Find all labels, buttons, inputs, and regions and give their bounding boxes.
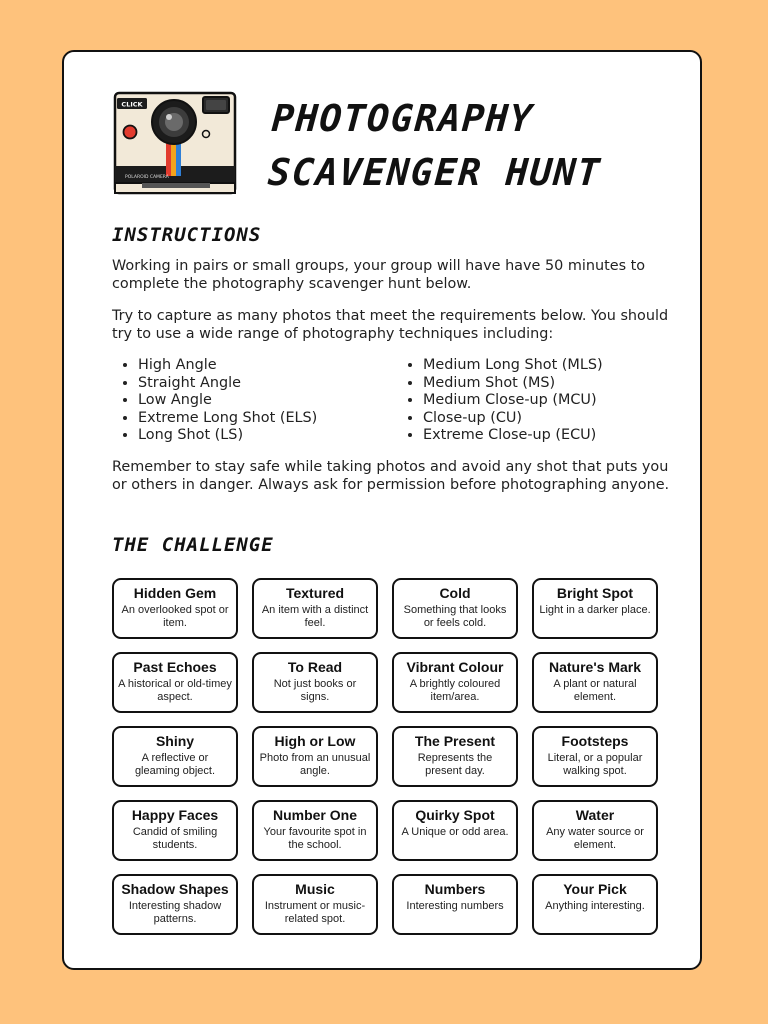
tile-description: Anything interesting. — [545, 900, 645, 912]
tile-description: Candid of smiling students. — [132, 826, 218, 851]
tile-description: A brightly coloured item/area. — [409, 678, 501, 703]
challenge-tile — [532, 726, 658, 787]
challenge-tile — [392, 800, 518, 861]
tile-title: Textured — [285, 585, 345, 601]
challenge-tile — [252, 578, 378, 639]
tile-description: Something that looks or feels cold. — [403, 604, 507, 629]
challenge-tile — [392, 726, 518, 787]
tile-title: Footsteps — [561, 733, 629, 749]
tile-description: A historical or old-timey aspect. — [118, 678, 232, 703]
worksheet-card — [62, 50, 702, 970]
instructions-paragraph-1: Working in pairs or small groups, your group will have have 50 minutes to complete the photography scavenger hunt below. — [112, 258, 646, 292]
tile-description: Any water source or element. — [546, 826, 644, 851]
tile-description: Your favourite spot in the school. — [263, 826, 367, 851]
polaroid-camera-icon — [112, 90, 240, 198]
tile-title: Shadow Shapes — [121, 881, 229, 897]
challenge-tile — [392, 652, 518, 713]
tile-title: Shiny — [155, 733, 195, 749]
tile-title: Your Pick — [563, 881, 627, 897]
challenge-grid — [112, 578, 658, 935]
challenge-tile — [532, 578, 658, 639]
tile-title: High or Low — [274, 733, 356, 749]
list-item: • Medium Long Shot (MLS) — [423, 357, 683, 375]
tile-title: Past Echoes — [133, 659, 217, 675]
tile-description: A reflective or gleaming object. — [134, 752, 216, 777]
challenge-tile — [112, 578, 238, 639]
tile-description: Interesting numbers — [406, 900, 504, 912]
title-line-1: PHOTOGRAPHY — [270, 97, 535, 140]
instructions-paragraph-2: Try to capture as many photos that meet the requirements below. You should try to use a wide range of photography techniques including: — [112, 308, 669, 342]
tile-description: Light in a darker place. — [539, 604, 651, 616]
tile-title: Vibrant Colour — [406, 659, 504, 675]
tile-title: Bright Spot — [556, 585, 634, 601]
tile-title: Nature's Mark — [548, 659, 642, 675]
tile-description: A plant or natural element. — [553, 678, 637, 703]
instructions-paragraph-3: Remember to stay safe while taking photos and avoid any shot that puts you or others in danger. Always ask for permission before photographing anyone. — [112, 459, 670, 493]
challenge-tile — [252, 652, 378, 713]
challenge-tile — [112, 726, 238, 787]
challenge-tile — [252, 726, 378, 787]
instructions-heading: INSTRUCTIONS — [112, 224, 262, 246]
title-line-2: SCAVENGER HUNT — [266, 151, 603, 194]
list-item: • Close-up (CU) — [423, 410, 683, 428]
techniques-list-right — [397, 357, 683, 445]
list-item: • High Angle — [138, 357, 398, 375]
list-item: • Low Angle — [138, 392, 398, 410]
list-item: • Medium Shot (MS) — [423, 375, 683, 393]
list-item: • Extreme Long Shot (ELS) — [138, 410, 398, 428]
tile-title: Music — [295, 881, 335, 897]
list-item: • Straight Angle — [138, 375, 398, 393]
tile-description: Not just books or signs. — [273, 678, 357, 703]
svg-text:CLICK: CLICK — [121, 100, 143, 109]
challenge-tile — [112, 652, 238, 713]
challenge-tile — [392, 874, 518, 935]
tile-description: An overlooked spot or item. — [121, 604, 229, 629]
tile-title: Water — [575, 807, 615, 823]
tile-title: Happy Faces — [131, 807, 219, 823]
challenge-tile — [532, 652, 658, 713]
page-title — [266, 92, 606, 200]
tile-description: Represents the present day. — [417, 752, 493, 777]
list-item: • Extreme Close-up (ECU) — [423, 427, 683, 445]
challenge-tile — [252, 874, 378, 935]
tile-description: Interesting shadow patterns. — [128, 900, 222, 925]
challenge-tile — [112, 800, 238, 861]
list-item: • Long Shot (LS) — [138, 427, 398, 445]
challenge-heading: THE CHALLENGE — [112, 534, 274, 556]
svg-text:POLAROID CAMERA: POLAROID CAMERA — [125, 175, 169, 180]
tile-description: A Unique or odd area. — [401, 826, 509, 838]
tile-title: Number One — [272, 807, 357, 823]
tile-title: Hidden Gem — [133, 585, 217, 601]
tile-description: Photo from an unusual angle. — [259, 752, 371, 777]
techniques-list-left — [112, 357, 398, 445]
tile-title: Numbers — [424, 881, 486, 897]
list-item: • Medium Close-up (MCU) — [423, 392, 683, 410]
challenge-tile — [532, 800, 658, 861]
tile-description: Literal, or a popular walking spot. — [547, 752, 643, 777]
challenge-tile — [252, 800, 378, 861]
tile-description: Instrument or music-related spot. — [264, 900, 366, 925]
tile-title: Quirky Spot — [415, 807, 495, 823]
tile-title: To Read — [287, 659, 343, 675]
challenge-tile — [392, 578, 518, 639]
challenge-tile — [112, 874, 238, 935]
tile-description: An item with a distinct feel. — [261, 604, 369, 629]
tile-title: Cold — [439, 585, 471, 601]
challenge-tile — [532, 874, 658, 935]
tile-title: The Present — [414, 733, 496, 749]
